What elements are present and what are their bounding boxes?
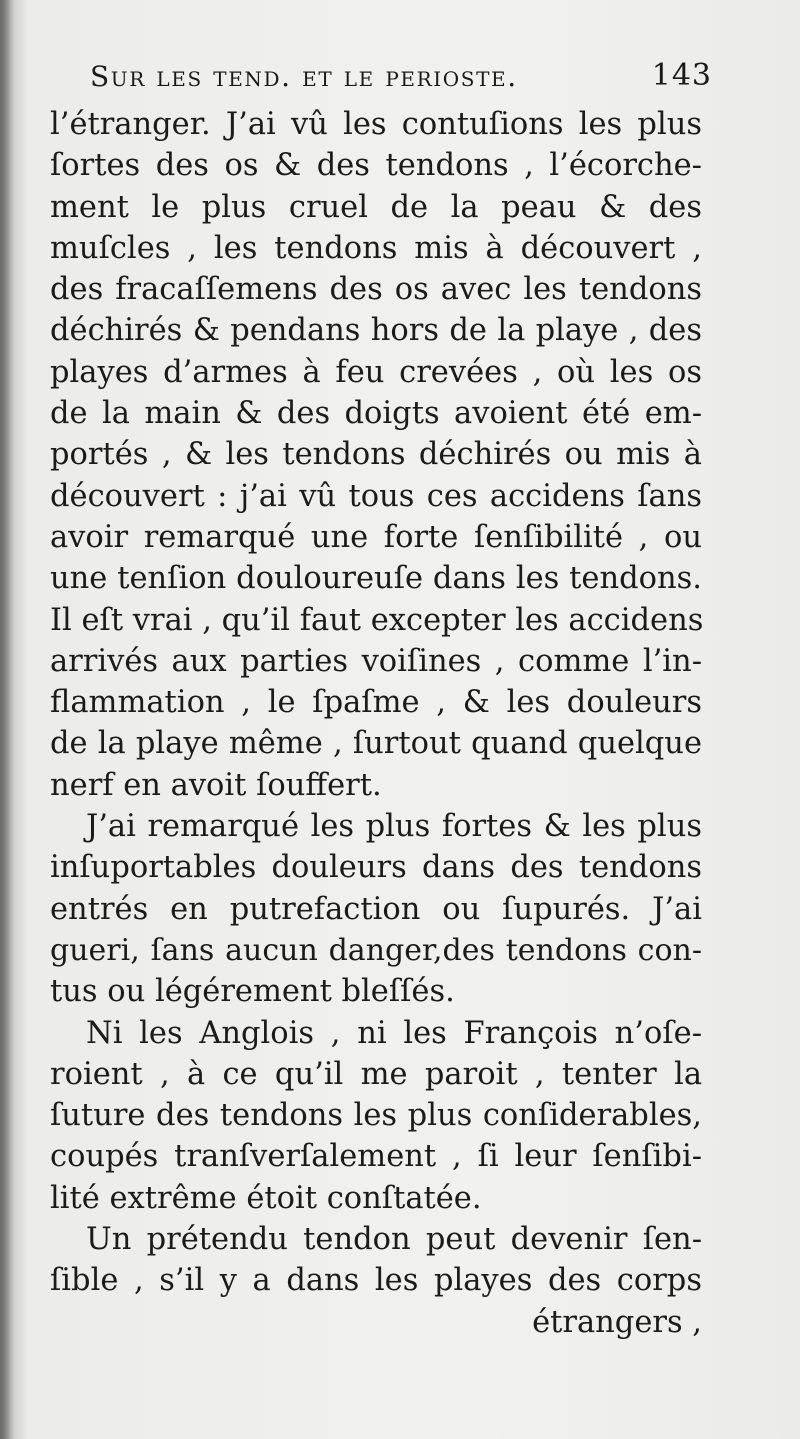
text-line: de la main & des doigts avoient été em- (50, 396, 702, 432)
text-line: ſuture des tendons les plus conſiderables, (50, 1098, 702, 1134)
text-line: une tenſion douloureuſe dans les tendons. (50, 561, 702, 597)
text-line: Il eſt vrai , qu’il faut excepter les accidens (50, 602, 704, 638)
text-line: arrivés aux parties voiſines , comme l’in- (50, 643, 702, 679)
text-line: tus ou légérement bleſſés. (50, 974, 455, 1010)
catchword-line: étrangers , (532, 1304, 702, 1340)
text-line: de la playe même , ſurtout quand quelque (50, 726, 702, 762)
text-line: muſcles , les tendons mis à découvert , (50, 230, 702, 266)
body-text (50, 104, 702, 1343)
text-line: nerf en avoit ſouffert. (50, 767, 382, 803)
paragraph-start-line: Ni les Anglois , ni les François n’oſe- (86, 1015, 702, 1051)
text-line: portés , & les tendons déchirés ou mis à (50, 437, 702, 473)
gutter-shadow (0, 0, 14, 1439)
running-title: Sur les tend. et le perioste. (90, 60, 518, 93)
text-line: ſortes des os & des tendons , l’écorche- (50, 148, 702, 184)
text-line: déchirés & pendans hors de la playe , des (50, 313, 702, 349)
text-line: ſible , s’il y a dans les playes des corps (50, 1263, 702, 1299)
text-line: flammation , le ſpaſme , & les douleurs (50, 685, 702, 721)
text-line: entrés en putrefaction ou ſupurés. J’ai (50, 891, 702, 927)
text-line: inſuportables douleurs dans des tendons (50, 850, 702, 886)
text-line: découvert : j’ai vû tous ces accidens ſans (50, 478, 702, 514)
text-line: l’étranger. J’ai vû les contuſions les plus (50, 107, 702, 142)
running-head (90, 56, 712, 96)
paragraph-start-line: Un prétendu tendon peut devenir ſen- (86, 1222, 702, 1258)
text-line: avoir remarqué une forte ſenſibilité , ou (50, 519, 702, 555)
text-line: playes d’armes à feu crevées , où les os (50, 354, 702, 390)
text-line: des fracaſſemens des os avec les tendons (50, 272, 702, 308)
text-line: ment le plus cruel de la peau & des (50, 189, 702, 225)
text-line: roient , à ce qu’il me paroit , tenter la (50, 1056, 702, 1092)
text-line: coupés tranſverſalement , ſi leur ſenſibi- (50, 1139, 702, 1175)
page-number: 143 (651, 58, 712, 93)
text-line: lité extrême étoit conſtatée. (50, 1180, 482, 1216)
text-line: gueri, ſans aucun danger,des tendons con- (50, 932, 702, 968)
paragraph-start-line: J’ai remarqué les plus fortes & les plus (86, 809, 702, 845)
